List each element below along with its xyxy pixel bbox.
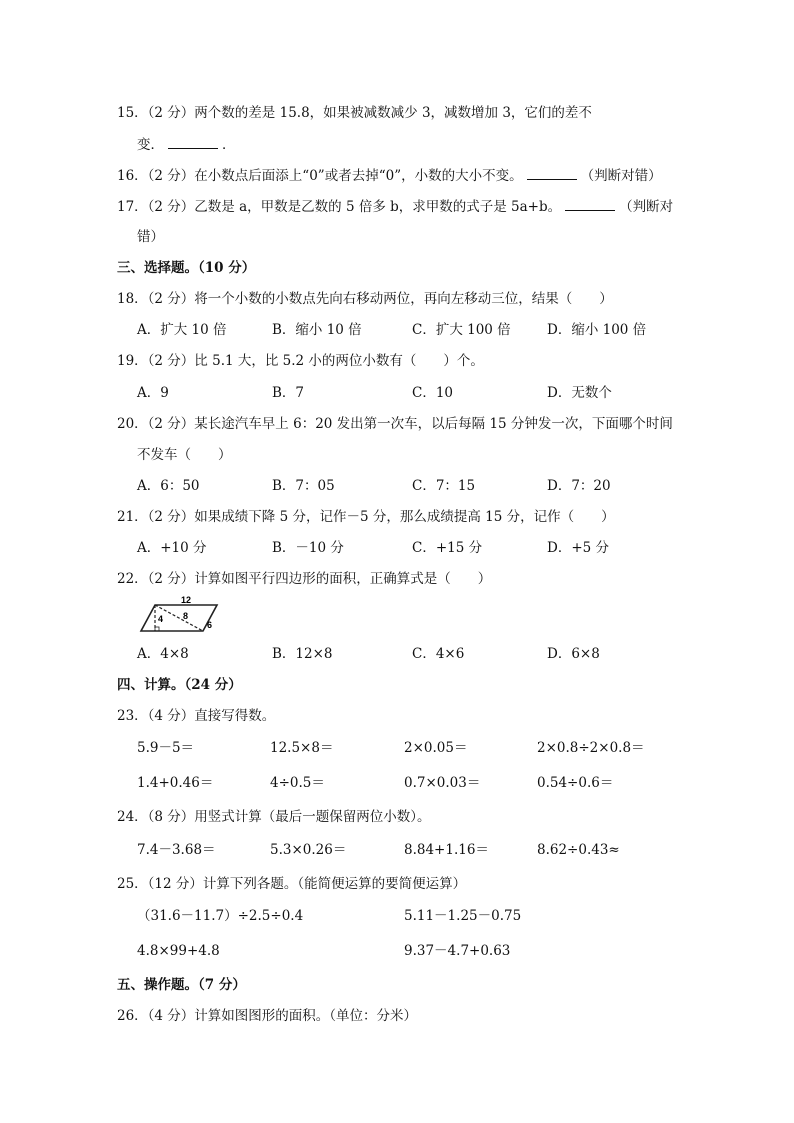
question-17: 17．（2 分）乙数是 a，甲数是乙数的 5 倍多 b，求甲数的式子是 5a+b。 （判断对 [117,196,673,217]
option-c[interactable]: C．10 [412,385,454,401]
expression: 0.7×0.03＝ [404,775,481,791]
question-20-options [137,476,697,496]
answer-blank[interactable] [565,196,615,211]
option-b[interactable]: B．－10 分 [272,540,344,556]
expression: 2×0.8÷2×0.8＝ [537,740,645,756]
option-c[interactable]: C．7：15 [412,478,476,494]
expression: （31.6－11.7）÷2.5÷0.4 [137,908,304,924]
question-21-options [137,538,697,558]
question-25-row-1 [137,906,697,926]
section-heading-calc: 四、计算。（24 分） [117,677,242,693]
option-b[interactable]: B．7：05 [272,478,335,494]
expression: 1.4+0.46＝ [137,775,214,791]
question-15: 15．（2 分）两个数的差是 15.8，如果被减数减少 3，减数增加 3，它们的差不 [117,105,592,121]
section-heading-operation: 五、操作题。（7 分） [117,977,246,993]
question-15-continued: 变． ． [137,134,236,155]
expression: 5.11－1.25－0.75 [404,908,522,924]
option-d[interactable]: D．7：20 [547,478,611,494]
question-23-row-1 [137,738,697,758]
label-height: 4 [158,614,164,624]
question-25-row-2 [137,941,697,961]
expression: 2×0.05＝ [404,740,468,756]
option-a[interactable]: A．9 [137,385,169,401]
question-24-row [137,840,697,860]
answer-blank[interactable] [527,165,577,180]
question-22: 22．（2 分）计算如图平行四边形的面积，正确算式是（ ） [117,571,492,587]
option-d[interactable]: D．+5 分 [547,540,610,556]
question-21: 21．（2 分）如果成绩下降 5 分，记作－5 分，那么成绩提高 15 分，记作（ ） [117,509,615,525]
option-d[interactable]: D．缩小 100 倍 [547,322,647,338]
option-b[interactable]: B．缩小 10 倍 [272,322,362,338]
question-19-options [137,383,697,403]
expression: 8.84+1.16＝ [404,842,489,858]
question-22-options [137,644,697,664]
option-a[interactable]: A．4×8 [137,646,189,662]
question-23-row-2 [137,773,697,793]
expression: 5.3×0.26＝ [270,842,347,858]
question-23: 23．（4 分）直接写得数。 [117,708,276,724]
question-18-options [137,320,697,340]
question-18: 18．（2 分）将一个小数的小数点先向右移动两位，再向左移动三位，结果（ ） [117,291,613,307]
option-c[interactable]: C．扩大 100 倍 [412,322,511,338]
option-d[interactable]: D．6×8 [547,646,600,662]
expression: 4÷0.5＝ [270,775,325,791]
option-b[interactable]: B．7 [272,385,305,401]
question-20-continued: 不发车（ ） [137,447,232,463]
question-24: 24．（8 分）用竖式计算（最后一题保留两位小数）。 [117,809,431,825]
option-a[interactable]: A．扩大 10 倍 [137,322,227,338]
question-20: 20．（2 分）某长途汽车早上 6：20 发出第一次车，以后每隔 15 分钟发一次，下面哪个时间 [117,416,673,432]
expression: 4.8×99+4.8 [137,943,220,959]
option-b[interactable]: B．12×8 [272,646,333,662]
parallelogram-figure [135,595,225,635]
option-a[interactable]: A．6：50 [137,478,200,494]
option-a[interactable]: A．+10 分 [137,540,207,556]
expression: 7.4－3.68＝ [137,842,216,858]
section-heading-choice: 三、选择题。（10 分） [117,260,256,276]
question-16: 16．（2 分）在小数点后面添上“0”或者去掉“0”，小数的大小不变。 （判断对错） [117,165,662,186]
label-side: 6 [207,620,213,630]
option-d[interactable]: D．无数个 [547,385,612,401]
question-19: 19．（2 分）比 5.1 大，比 5.2 小的两位小数有（ ）个。 [117,353,484,369]
expression: 5.9－5＝ [137,740,195,756]
answer-blank[interactable] [168,134,218,149]
expression: 8.62÷0.43≈ [537,842,620,858]
option-c[interactable]: C．4×6 [412,646,465,662]
option-c[interactable]: C．+15 分 [412,540,483,556]
expression: 12.5×8＝ [270,740,334,756]
question-17-continued: 错） [137,229,164,245]
label-top: 12 [181,595,192,605]
question-25: 25．（12 分）计算下列各题。（能简便运算的要简便运算） [117,876,467,892]
question-26: 26．（4 分）计算如图图形的面积。（单位：分米） [117,1008,418,1024]
expression: 9.37－4.7+0.63 [404,943,511,959]
label-diagonal: 8 [183,611,189,621]
expression: 0.54÷0.6＝ [537,775,614,791]
